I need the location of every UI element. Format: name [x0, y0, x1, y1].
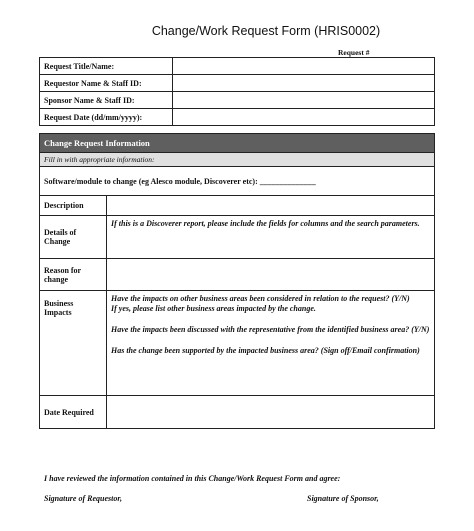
requestor-row: [40, 75, 435, 92]
software-module-label: Software/module to change (eg Alesco module, Discoverer etc):: [44, 176, 258, 186]
form-title: Change/Work Request Form (HRIS0002): [151, 24, 381, 38]
request-number-label: Request #: [338, 48, 370, 57]
date-required-label: Date Required: [40, 396, 107, 429]
requestor-signature: Signature of Requestor,: [44, 494, 123, 503]
details-of-change-field[interactable]: If this is a Discoverer report, please include the fields for columns and the search parameters.: [107, 216, 435, 259]
reason-for-change-field[interactable]: [107, 259, 435, 291]
description-field[interactable]: [107, 196, 435, 216]
details-of-change-label: Details of Change: [40, 216, 107, 259]
reason-for-change-label: Reason for change: [40, 259, 107, 291]
requestor-label: Requestor Name & Staff ID:: [40, 75, 173, 92]
date-required-field[interactable]: [107, 396, 435, 429]
impact-question-supported: Has the change been supported by the impacted business area? (Sign off/Email confirmation): [111, 346, 420, 355]
request-title-field[interactable]: [173, 58, 435, 75]
review-statement: I have reviewed the information contained in this Change/Work Request Form and agree:: [44, 474, 341, 483]
sponsor-field[interactable]: [173, 92, 435, 109]
software-module-blank[interactable]: ______________: [259, 176, 316, 186]
request-date-label: Request Date (dd/mm/yyyy):: [40, 109, 173, 126]
request-title-row: [40, 58, 435, 75]
change-info-table: [39, 133, 435, 429]
business-impacts-field[interactable]: [107, 291, 435, 396]
requestor-field[interactable]: [173, 75, 435, 92]
sponsor-row: [40, 92, 435, 109]
software-module-row[interactable]: [40, 167, 435, 196]
sponsor-signature: Signature of Sponsor,: [307, 494, 379, 503]
sponsor-label: Sponsor Name & Staff ID:: [40, 92, 173, 109]
description-label: Description: [40, 196, 107, 216]
business-impacts-label: Business Impacts: [40, 291, 107, 396]
instruction-text: Fill in with appropriate information:: [40, 153, 435, 167]
request-title-label: Request Title/Name:: [40, 58, 173, 75]
request-date-row: [40, 109, 435, 126]
request-date-field[interactable]: [173, 109, 435, 126]
impact-question-discussed: Have the impacts been discussed with the representative from the identified business area? (Y/N): [111, 325, 430, 334]
request-details-table: [39, 57, 435, 126]
section-heading: Change Request Information: [40, 134, 435, 153]
impact-question-considered: Have the impacts on other business areas been considered in relation to the request? (Y/N): [111, 294, 410, 303]
impact-question-list-areas: If yes, please list other business areas impacted by the change.: [111, 304, 316, 313]
